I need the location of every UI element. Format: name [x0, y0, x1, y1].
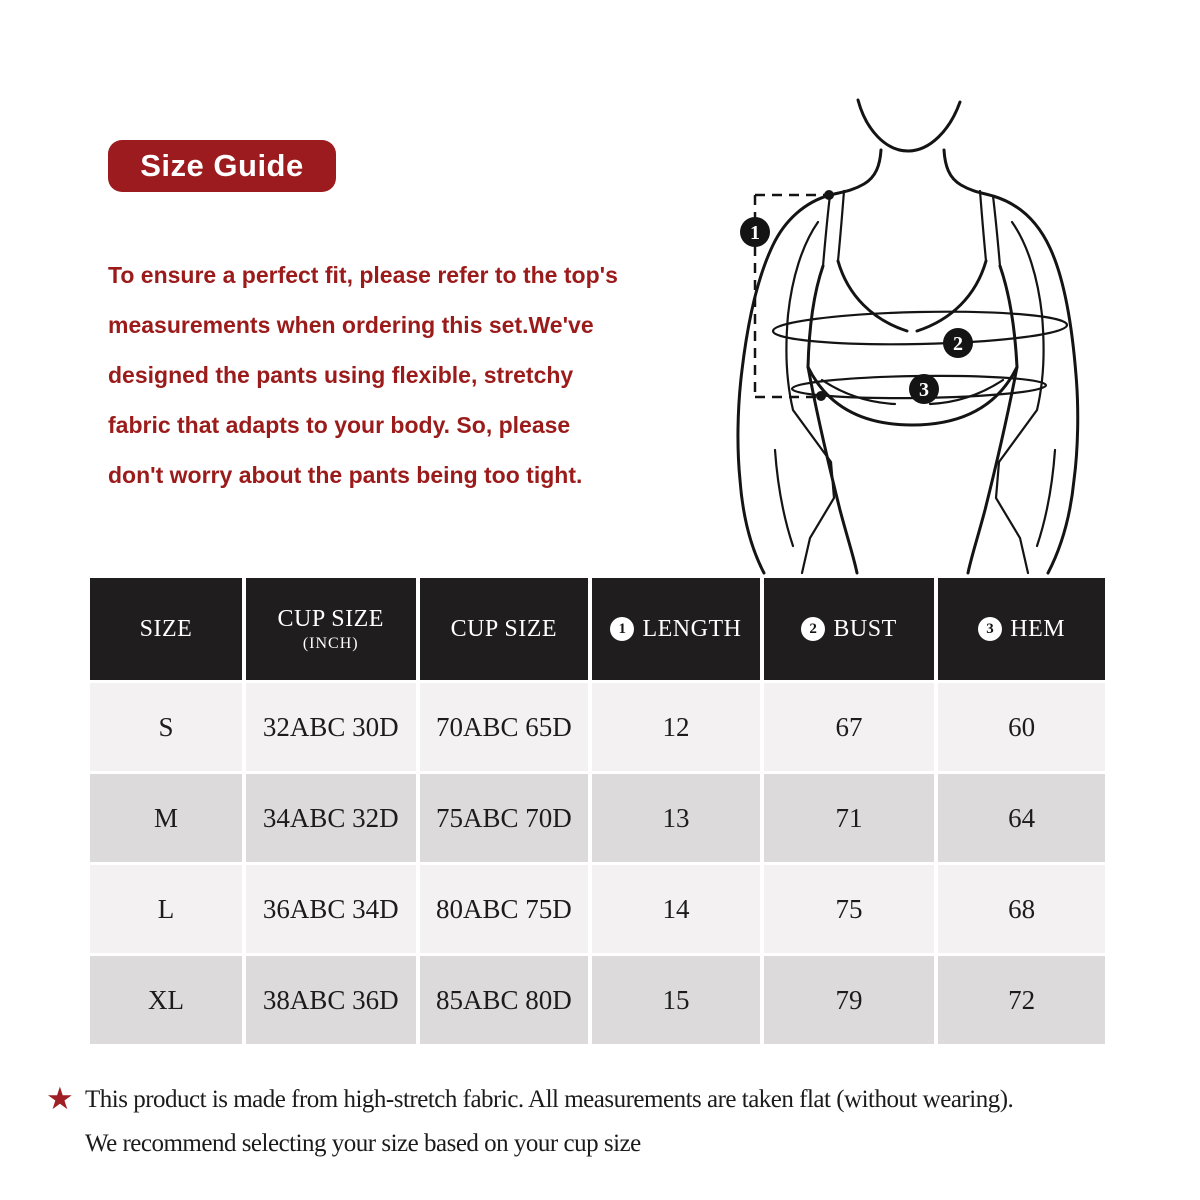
cell-hem: 60 — [938, 683, 1105, 771]
header-label: SIZE — [139, 615, 193, 642]
header-label: LENGTH — [642, 615, 742, 642]
cell-size: L — [90, 865, 242, 953]
intro-paragraph — [108, 250, 708, 500]
circled-2-icon: 2 — [801, 617, 825, 641]
cell-cup-inch: 38ABC 36D — [246, 956, 416, 1044]
cell-length: 12 — [592, 683, 760, 771]
intro-line: don't worry about the pants being too tight. — [108, 462, 583, 488]
cell-cup-inch: 32ABC 30D — [246, 683, 416, 771]
torso-line-drawing-icon — [690, 80, 1140, 575]
circled-1-icon: 1 — [610, 617, 634, 641]
header-label: CUP SIZE — [277, 605, 384, 632]
cell-cup-inch: 34ABC 32D — [246, 774, 416, 862]
svg-text:3: 3 — [919, 379, 929, 401]
header-label: CUP SIZE — [450, 615, 558, 642]
footnote — [85, 1078, 1175, 1166]
cell-length: 13 — [592, 774, 760, 862]
cell-size: M — [90, 774, 242, 862]
header-length — [592, 578, 760, 680]
intro-line: designed the pants using flexible, stretchy — [108, 362, 574, 388]
intro-line: To ensure a perfect fit, please refer to the top's — [108, 262, 618, 288]
size-guide-badge — [108, 140, 336, 192]
svg-text:2: 2 — [953, 333, 963, 355]
size-guide-badge-label: Size Guide — [140, 148, 304, 183]
cell-bust: 75 — [764, 865, 935, 953]
cell-length: 15 — [592, 956, 760, 1044]
header-cup-size-inch — [246, 578, 416, 680]
footnote-line: We recommend selecting your size based on your cup size — [85, 1130, 641, 1157]
cell-length: 14 — [592, 865, 760, 953]
shoulder-point-dot — [824, 190, 834, 200]
cell-cup: 80ABC 75D — [420, 865, 589, 953]
header-bust — [764, 578, 935, 680]
cell-cup: 85ABC 80D — [420, 956, 589, 1044]
header-label: HEM — [1010, 615, 1066, 642]
cell-hem: 68 — [938, 865, 1105, 953]
header-sublabel: (INCH) — [302, 634, 359, 652]
cell-bust: 67 — [764, 683, 935, 771]
star-icon: ★ — [46, 1081, 74, 1116]
header-size — [90, 578, 242, 680]
marker-1-badge — [740, 217, 770, 247]
header-label: BUST — [833, 615, 897, 642]
cell-hem: 64 — [938, 774, 1105, 862]
circled-3-icon: 3 — [978, 617, 1002, 641]
size-table — [90, 578, 1105, 1044]
marker-2-badge — [943, 328, 973, 358]
cell-cup-inch: 36ABC 34D — [246, 865, 416, 953]
cell-bust: 71 — [764, 774, 935, 862]
hem-point-dot — [816, 391, 826, 401]
cell-size: XL — [90, 956, 242, 1044]
cell-bust: 79 — [764, 956, 935, 1044]
header-hem — [938, 578, 1105, 680]
measurement-figure — [690, 80, 1140, 575]
intro-line: fabric that adapts to your body. So, please — [108, 412, 571, 438]
intro-line: measurements when ordering this set.We've — [108, 312, 594, 338]
footnote-line: This product is made from high-stretch fabric. All measurements are taken flat (without wearing). — [85, 1086, 1014, 1113]
svg-text:1: 1 — [750, 222, 760, 244]
cell-cup: 75ABC 70D — [420, 774, 589, 862]
cell-cup: 70ABC 65D — [420, 683, 589, 771]
cell-size: S — [90, 683, 242, 771]
bust-measure-ellipse — [773, 309, 1068, 347]
header-cup-size — [420, 578, 589, 680]
marker-3-badge — [909, 374, 939, 404]
cell-hem: 72 — [938, 956, 1105, 1044]
